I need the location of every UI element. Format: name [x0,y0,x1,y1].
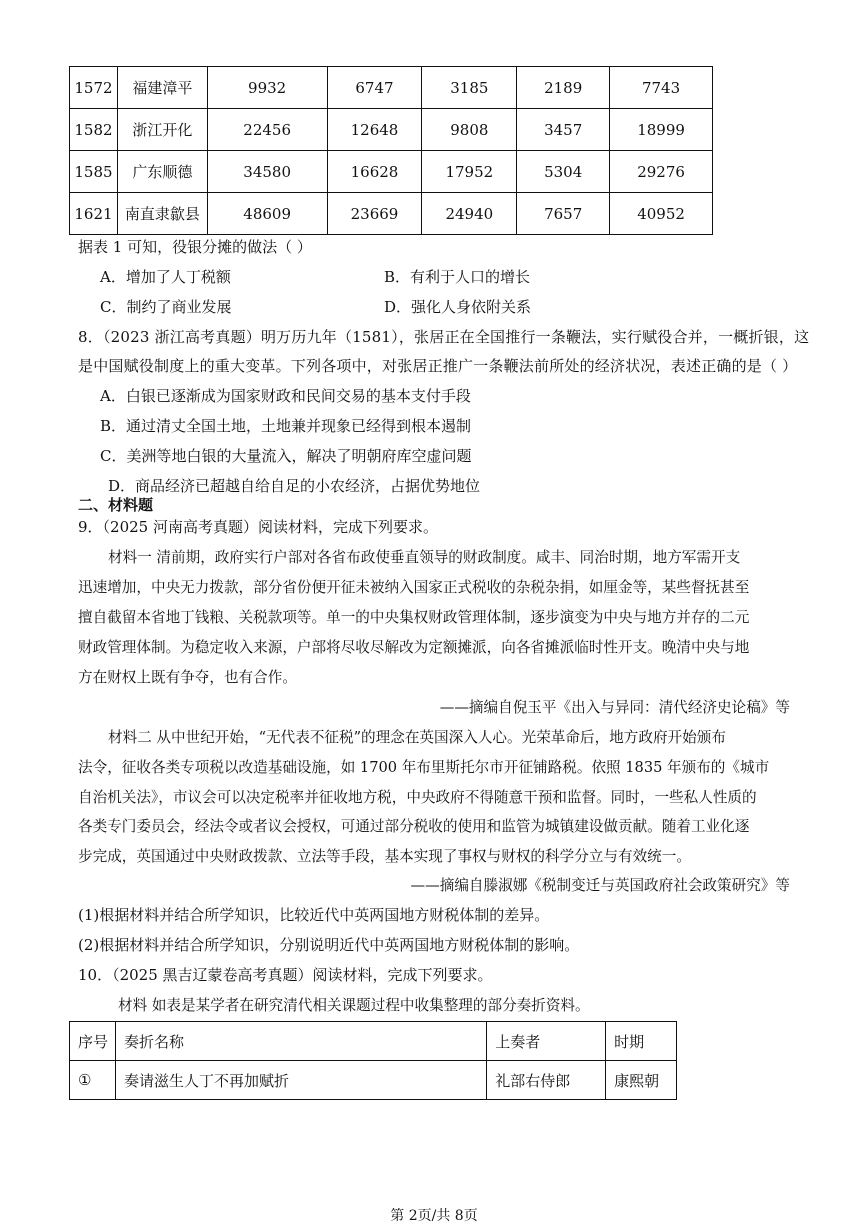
table-cell: 3185 [422,67,517,109]
q7-stem: 据表 1 可知，役银分摊的做法（ ） [78,238,312,256]
q8-stem-line2: 是中国赋役制度上的重大变革。下列各项中，对张居正推广一条鞭法前所处的经济状况，表述正确的是（ ） [78,357,798,375]
q7-option-c[interactable]: C．制约了商业发展 [100,298,232,316]
table-cell: 浙江开化 [117,109,207,151]
q9-sub1: (1)根据材料并结合所学知识，比较近代中英两国地方财税体制的差异。 [78,906,550,924]
header-title: 奏折名称 [115,1022,486,1061]
memorial-table [69,1021,677,1100]
table-cell: 22456 [207,109,327,151]
q9-material1-line2: 迅速增加，中央无力拨款，部分省份便开征未被纳入国家正式税收的杂税杂捐，如厘金等，某些督抚甚至 [78,579,750,596]
population-table [69,66,713,235]
page-footer: 第 2页/共 8页 [390,1208,478,1224]
table-row [70,151,713,193]
table-header-row [70,1022,677,1061]
q10-material: 材料 如表是某学者在研究清代相关课题过程中收集整理的部分奏折资料。 [118,997,590,1014]
table-cell: 南直隶歙县 [117,193,207,235]
q9-material2-line4: 各类专门委员会，经法令或者议会授权，可通过部分税收的使用和监管为城镇建设做贡献。随着工业化逐 [78,818,750,835]
header-author: 上奏者 [487,1022,606,1061]
q7-option-d[interactable]: D．强化人身依附关系 [384,298,532,316]
q9-stem: 9．（2025 河南高考真题）阅读材料，完成下列要求。 [78,518,438,536]
table-cell: 34580 [207,151,327,193]
table-cell: 1582 [70,109,118,151]
q9-material1-line4: 财政管理体制。为稳定收入来源，户部将尽收尽解改为定额摊派，向各省摊派临时性开支。晚清中央与地 [78,639,750,656]
q9-material2-source: ——摘编自滕淑娜《税制变迁与英国政府社会政策研究》等 [410,877,790,894]
table-row [70,109,713,151]
table-cell: 48609 [207,193,327,235]
table-cell: 1585 [70,151,118,193]
table-cell: 9808 [422,109,517,151]
table-cell: 1621 [70,193,118,235]
table-cell: 29276 [610,151,713,193]
q8-stem-line1: 8．（2023 浙江高考真题）明万历九年（1581），张居正在全国推行一条鞭法，实行赋役合并，一概折银，这 [78,328,810,346]
table-cell: 9932 [207,67,327,109]
table-cell: 福建漳平 [117,67,207,109]
q9-material1-line3: 擅自截留本省地丁钱粮、关税款项等。单一的中央集权财政管理体制，逐步演变为中央与地方并存的二元 [78,609,750,626]
q9-material2-line1: 材料二 从中世纪开始，“无代表不征税”的理念在英国深入人心。光荣革命后，地方政府开始颁布 [108,729,726,746]
q8-option-a[interactable]: A．白银已逐渐成为国家财政和民间交易的基本支付手段 [100,387,471,405]
table-row [70,1061,677,1100]
q8-option-c[interactable]: C．美洲等地白银的大量流入，解决了明朝府库空虚问题 [100,447,472,465]
q8-option-b[interactable]: B．通过清丈全国土地，土地兼并现象已经得到根本遏制 [100,417,472,435]
table-cell: 7657 [517,193,610,235]
table-cell: 18999 [610,109,713,151]
q7-option-b[interactable]: B．有利于人口的增长 [384,268,531,286]
table-cell: 7743 [610,67,713,109]
table-cell: 40952 [610,193,713,235]
section-heading: 二、材料题 [78,496,154,514]
table-cell: 23669 [327,193,422,235]
cell-index: ① [70,1061,116,1100]
q10-stem: 10．（2025 黑吉辽蒙卷高考真题）阅读材料，完成下列要求。 [78,966,493,984]
q9-sub2: (2)根据材料并结合所学知识，分别说明近代中英两国地方财税体制的影响。 [78,936,580,954]
q9-material1-line5: 方在财权上既有争夺，也有合作。 [78,669,297,686]
table-row [70,193,713,235]
table-cell: 广东顺德 [117,151,207,193]
table-cell: 3457 [517,109,610,151]
table-cell: 24940 [422,193,517,235]
table-cell: 2189 [517,67,610,109]
table-cell: 17952 [422,151,517,193]
q8-option-d[interactable]: D．商品经济已超越自给自足的小农经济，占据优势地位 [108,477,481,495]
cell-period: 康熙朝 [606,1061,677,1100]
table-cell: 1572 [70,67,118,109]
header-period: 时期 [606,1022,677,1061]
table-cell: 5304 [517,151,610,193]
q9-material2-line2: 法令，征收各类专项税以改造基础设施，如 1700 年布里斯托尔市开征铺路税。依照 1835 年颁布的《城市 [78,759,770,776]
q9-material1-source: ——摘编自倪玉平《出入与异同：清代经济史论稿》等 [439,699,790,716]
q9-material2-line5: 步完成，英国通过中央财政拨款、立法等手段，基本实现了事权与财权的科学分立与有效统一。 [78,848,691,865]
table-cell: 6747 [327,67,422,109]
table-cell: 16628 [327,151,422,193]
q9-material1-line1: 材料一 清前期，政府实行户部对各省布政使垂直领导的财政制度。咸丰、同治时期，地方军需开支 [108,549,741,566]
q9-material2-line3: 自治机关法》，市议会可以决定税率并征收地方税，中央政府不得随意干预和监督。同时，一些私人性质的 [78,789,757,806]
table-row [70,67,713,109]
cell-author: 礼部右侍郎 [487,1061,606,1100]
cell-title: 奏请滋生人丁不再加赋折 [115,1061,486,1100]
q7-option-a[interactable]: A．增加了人丁税额 [100,268,231,286]
table-cell: 12648 [327,109,422,151]
header-index: 序号 [70,1022,116,1061]
